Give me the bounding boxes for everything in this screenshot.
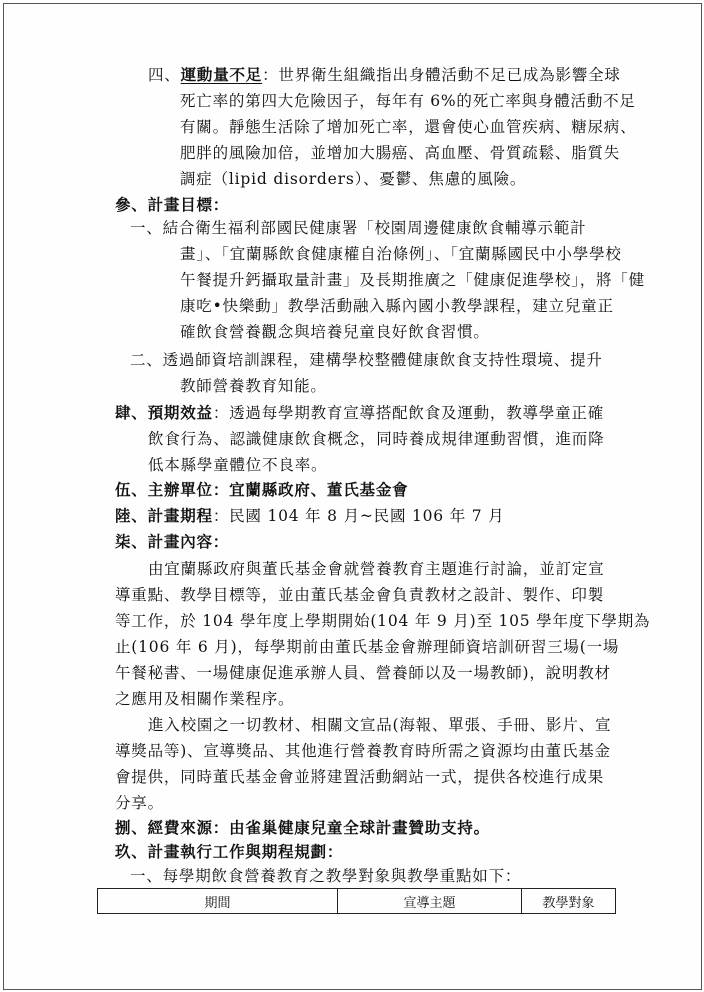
- table-header-topic: 宣導主題: [338, 889, 522, 913]
- content-para2-line: 進入校園之一切教材、相關文宣品(海報、單張、手冊、影片、宣: [148, 716, 612, 734]
- section4-line: 有關。靜態生活除了增加死亡率，還會使心血管疾病、糖尿病、: [180, 118, 637, 136]
- content-para1-line: 午餐秘書、一場健康促進承辦人員、營養師以及一場教師)，說明教材: [115, 664, 611, 682]
- funding-line: 捌、經費來源：由雀巢健康兒童全球計畫贊助支持。: [115, 818, 490, 837]
- benefit-first-line: [115, 403, 604, 423]
- benefit-line: 飲食行為、認識健康飲食概念，同時養成規律運動習慣，進而降: [148, 430, 605, 448]
- section4-line: 調症（lipid disorders）、憂鬱、焦慮的風險。: [180, 170, 527, 188]
- schedule-table-header: [97, 888, 616, 914]
- goals-item1-line: 康吃•快樂動」教學活動融入縣內國小教學課程，建立兒童正: [180, 297, 614, 315]
- content-para1-line: 由宜蘭縣政府與董氏基金會就營養教育主題進行討論，並訂定宣: [148, 560, 605, 578]
- goals-heading: 參、計畫目標：: [115, 195, 230, 214]
- benefit-line: 低本縣學童體位不良率。: [148, 456, 328, 474]
- content-heading: 柒、計畫內容：: [115, 532, 230, 551]
- goals-item1-line: 畫」、「宜蘭縣飲食健康權自治條例」、「宜蘭縣國民中小學學校: [180, 245, 622, 263]
- period-line: [115, 506, 504, 526]
- content-para1-line: 止(106 年 6 月)，每學期前由董氏基金會辦理師資培訓研習三場(一場: [115, 638, 620, 656]
- content-para1-line: 等工作，於 104 學年度上學期開始(104 年 9 月)至 105 學年度下學期為: [115, 612, 651, 630]
- goals-item2-line: 教師營養教育知能。: [180, 377, 327, 395]
- table-header-audience: 教學對象: [542, 895, 595, 911]
- section4-number: 四、: [148, 66, 181, 84]
- content-para2-line: 分享。: [115, 794, 164, 812]
- table-header-period: 期間: [98, 889, 338, 913]
- organizer-text: ：宜蘭縣政府、董氏基金會: [212, 480, 409, 499]
- goals-item1-line: 午餐提升鈣攝取量計畫」及長期推廣之「健康促進學校」，將「健: [180, 271, 645, 289]
- period-text: ：民國 104 年 8 月~民國 106 年 7 月: [212, 507, 505, 525]
- section4-line: 死亡率的第四大危險因子，每年有 6%的死亡率與身體活動不足: [180, 92, 636, 110]
- section4-text: ：世界衛生組織指出身體活動不足已成為影響全球: [262, 66, 621, 84]
- section4-first-line: [148, 65, 621, 85]
- goals-item1-line: 一、結合衛生福利部國民健康署「校園周邊健康飲食輔導示範計: [130, 219, 587, 237]
- period-label: 陸、計畫期程: [115, 506, 213, 525]
- content-para2-line: 導獎品等)、宣導獎品、其他進行營養教育時所需之資源均由董氏基金: [115, 742, 611, 760]
- goals-item2-line: 二、透過師資培訓課程，建構學校整體健康飲食支持性環境、提升: [130, 351, 603, 369]
- content-para1-line: 之應用及相關作業程序。: [115, 690, 295, 708]
- content-para1-line: 導重點、教學目標等，並由董氏基金會負責教材之設計、製作、印製: [115, 586, 605, 604]
- benefit-text: ：透過每學期教育宣導搭配飲食及運動，教導學童正確: [212, 404, 605, 422]
- schedule-item1: 一、每學期飲食營養教育之教學對象與教學重點如下：: [130, 867, 522, 885]
- benefit-label: 肆、預期效益: [115, 403, 213, 422]
- section4-line: 肥胖的風險加倍，並增加大腸癌、高血壓、骨質疏鬆、脂質失: [180, 144, 621, 162]
- organizer-label: 伍、主辦單位: [115, 480, 213, 499]
- organizer-line: [115, 480, 408, 500]
- section4-title: 運動量不足: [180, 65, 263, 84]
- content-para2-line: 會提供，同時董氏基金會並將建置活動網站一式，提供各校進行成果: [115, 768, 605, 786]
- schedule-heading: 玖、計畫執行工作與期程規劃：: [115, 842, 344, 861]
- goals-item1-line: 確飲食營養觀念與培養兒童良好飲食習慣。: [180, 323, 490, 341]
